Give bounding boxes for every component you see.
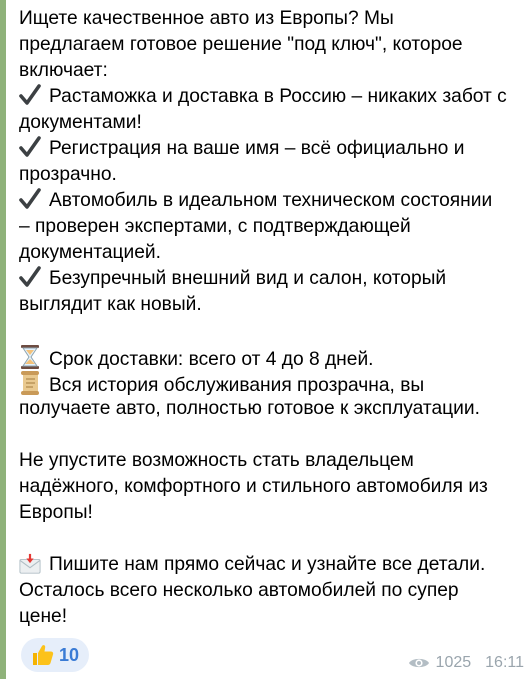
list-item-text: Регистрация на ваше имя – всё официально и — [49, 138, 465, 159]
channel-message[interactable] — [6, 0, 530, 679]
list-item — [19, 344, 527, 370]
check-mark-icon — [19, 84, 41, 106]
text-line: прозрачно. — [19, 164, 117, 185]
paragraph-break — [19, 526, 527, 552]
list-item — [19, 552, 527, 578]
check-mark-icon — [19, 266, 41, 288]
text-line: Европы! — [19, 502, 93, 523]
view-count: 1025 — [435, 654, 472, 671]
text-line: документами! — [19, 112, 142, 133]
list-item-text: Срок доставки: всего от 4 до 8 дней. — [49, 349, 374, 370]
text-line: Не упустите возможность стать владельцем — [19, 450, 414, 471]
text-line: выглядит как новый. — [19, 294, 202, 315]
incoming-envelope-icon — [19, 553, 41, 575]
paragraph-break — [19, 422, 527, 448]
message-time: 16:11 — [485, 654, 524, 671]
paragraph-break — [19, 318, 527, 344]
scroll-icon — [19, 370, 41, 396]
list-item-text: Пишите нам прямо сейчас и узнайте все детали. — [49, 554, 486, 575]
eye-icon — [408, 656, 430, 670]
message-meta — [408, 654, 524, 672]
check-mark-icon — [19, 188, 41, 210]
text-line: – проверен экспертами, с подтверждающей — [19, 216, 411, 237]
text-line: предлагаем готовое решение "под ключ", которое — [19, 34, 463, 55]
text-line: цене! — [19, 606, 68, 627]
list-item — [19, 188, 527, 214]
check-mark-icon — [19, 136, 41, 158]
reaction-button[interactable] — [21, 638, 89, 672]
text-line: включает: — [19, 60, 108, 81]
hourglass-icon — [19, 344, 41, 370]
thumbs-up-icon — [31, 643, 55, 667]
list-item — [19, 370, 527, 396]
list-item-text: Растаможка и доставка в Россию – никаких забот с — [49, 86, 507, 107]
text-line: документацией. — [19, 242, 161, 263]
text-line: надёжного, комфортного и стильного автомобиля из — [19, 476, 488, 497]
reaction-count: 10 — [58, 644, 80, 665]
text-line: получаете авто, полностью готовое к эксплуатации. — [19, 398, 480, 419]
list-item — [19, 136, 527, 162]
list-item — [19, 84, 527, 110]
list-item — [19, 266, 527, 292]
message-text — [19, 6, 527, 630]
list-item-text: Автомобиль в идеальном техническом состоянии — [49, 190, 493, 211]
list-item-text: Вся история обслуживания прозрачна, вы — [49, 375, 425, 396]
text-line: Ищете качественное авто из Европы? Мы — [19, 8, 394, 29]
list-item-text: Безупречный внешний вид и салон, который — [49, 268, 447, 289]
text-line: Осталось всего несколько автомобилей по супер — [19, 580, 459, 601]
